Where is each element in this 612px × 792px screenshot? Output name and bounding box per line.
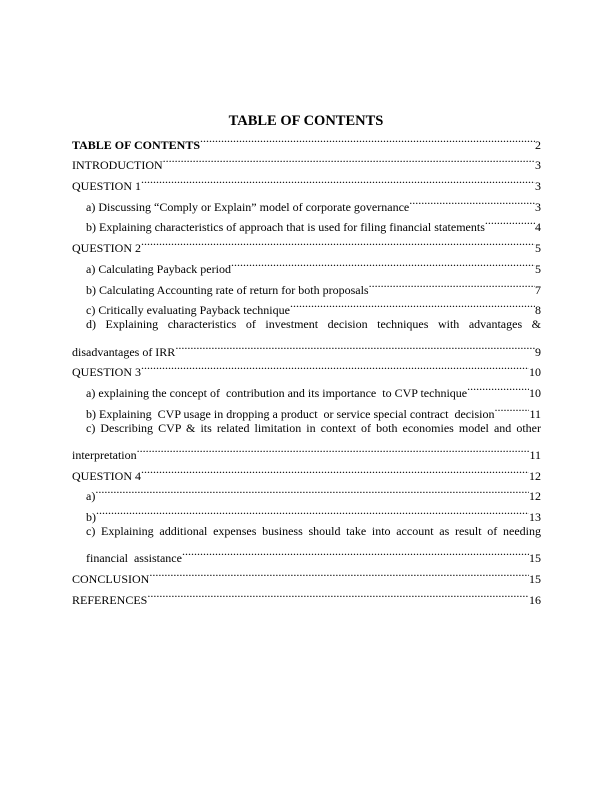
toc-page-number: 10: [529, 385, 541, 400]
toc-entry-label: a) explaining the concept of contribution and its importance to CVP technique: [86, 385, 468, 400]
toc-entry-question-4[interactable]: [72, 459, 541, 483]
toc-entry-label-line1: c) Describing CVP & its related limitation in context of both economies model and other: [86, 420, 541, 435]
dot-leader: [141, 231, 535, 252]
toc-entry-label-line1: d) Explaining characteristics of investment decision techniques with advantages &: [86, 317, 541, 332]
toc-page-number: 10: [529, 365, 541, 380]
dot-leader: [369, 273, 535, 294]
dot-leader: [467, 376, 529, 397]
dot-leader: [149, 562, 529, 583]
dot-leader: [163, 149, 535, 170]
toc-entry-label: b) Explaining characteristics of approach that is used for filing financial statements: [86, 220, 485, 235]
toc-entry-q4-c[interactable]: [72, 521, 541, 566]
dot-leader: [96, 500, 529, 521]
toc-page-number: 4: [535, 220, 541, 235]
toc-page-number: 15: [529, 551, 541, 566]
toc-entry-label-line2: disadvantages of IRR: [72, 344, 176, 359]
toc-page-number: 12: [529, 468, 541, 483]
toc-entry-label: REFERENCES: [72, 592, 148, 607]
toc-entry-label: b) Explaining CVP usage in dropping a product or service special contract decision: [86, 406, 495, 421]
toc-page-number: 15: [529, 572, 541, 587]
dot-leader: [494, 397, 529, 418]
toc-heading: TABLE OF CONTENTS: [228, 113, 384, 129]
toc-entry-question-3[interactable]: [72, 356, 541, 380]
toc-page-number: 16: [529, 592, 541, 607]
dot-leader: [485, 211, 535, 232]
dot-leader: [141, 169, 535, 190]
toc-entry-q2-d[interactable]: [72, 314, 541, 359]
toc-entry-line2: [72, 542, 541, 566]
toc-entry-label: b) Calculating Accounting rate of return for both proposals: [86, 282, 369, 297]
toc-entry-label-line2: interpretation: [72, 448, 137, 463]
dot-leader: [137, 438, 530, 459]
toc-page-number: 7: [535, 282, 541, 297]
toc-entry-label: c) Critically evaluating Payback technique: [86, 303, 290, 318]
toc-entry-label: a): [86, 489, 96, 504]
dot-leader: [141, 459, 529, 480]
toc-entry-label: a) Discussing “Comply or Explain” model of corporate governance: [86, 199, 410, 214]
toc-entry-label-line1: c) Explaining additional expenses business should take into account as result of needing: [86, 524, 541, 539]
toc-entry-table-of-contents[interactable]: [72, 128, 541, 152]
table-of-contents: [72, 128, 541, 607]
toc-page-number: 3: [535, 199, 541, 214]
toc-entry-label: QUESTION 3: [72, 365, 141, 380]
toc-page-number: 11: [529, 448, 541, 463]
toc-entry-q4-a[interactable]: [72, 480, 541, 504]
dot-leader: [182, 542, 529, 563]
toc-page-number: 5: [535, 241, 541, 256]
toc-entry-q2-a[interactable]: [72, 252, 541, 276]
toc-page-number: 13: [529, 510, 541, 525]
dot-leader: [290, 294, 535, 315]
toc-entry-q3-c[interactable]: [72, 418, 541, 463]
dot-leader: [409, 190, 535, 211]
toc-page-number: 12: [529, 489, 541, 504]
toc-page-number: 3: [535, 158, 541, 173]
toc-entry-line2: [72, 438, 541, 463]
toc-page-number: 11: [529, 406, 541, 421]
toc-entry-label: TABLE OF CONTENTS: [72, 137, 201, 152]
dot-leader: [200, 128, 535, 149]
toc-entry-label: QUESTION 1: [72, 179, 141, 194]
toc-entry-line2: [72, 335, 541, 359]
toc-entry-label: a) Calculating Payback period: [86, 261, 231, 276]
toc-page-number: 5: [535, 261, 541, 276]
toc-entry-q4-b[interactable]: [72, 500, 541, 525]
toc-entry-label: INTRODUCTION: [72, 158, 163, 173]
toc-entry-question-1[interactable]: [72, 169, 541, 194]
dot-leader: [147, 583, 529, 604]
dot-leader: [95, 480, 529, 501]
toc-entry-label-line2: financial assistance: [86, 551, 182, 566]
toc-entry-label: CONCLUSION: [72, 572, 150, 587]
toc-entry-question-2[interactable]: [72, 231, 541, 256]
toc-entry-label: QUESTION 2: [72, 241, 141, 256]
dot-leader: [141, 356, 529, 377]
toc-entry-q3-a[interactable]: [72, 376, 541, 400]
toc-entry-label: b): [86, 510, 96, 525]
toc-page-number: 9: [535, 344, 541, 359]
dot-leader: [175, 335, 535, 356]
toc-entry-q1-a[interactable]: [72, 190, 541, 214]
dot-leader: [231, 252, 535, 273]
toc-entry-label: QUESTION 4: [72, 468, 141, 483]
toc-page-number: 8: [535, 303, 541, 318]
toc-page-number: 2: [535, 137, 541, 152]
toc-page-number: 3: [535, 179, 541, 194]
